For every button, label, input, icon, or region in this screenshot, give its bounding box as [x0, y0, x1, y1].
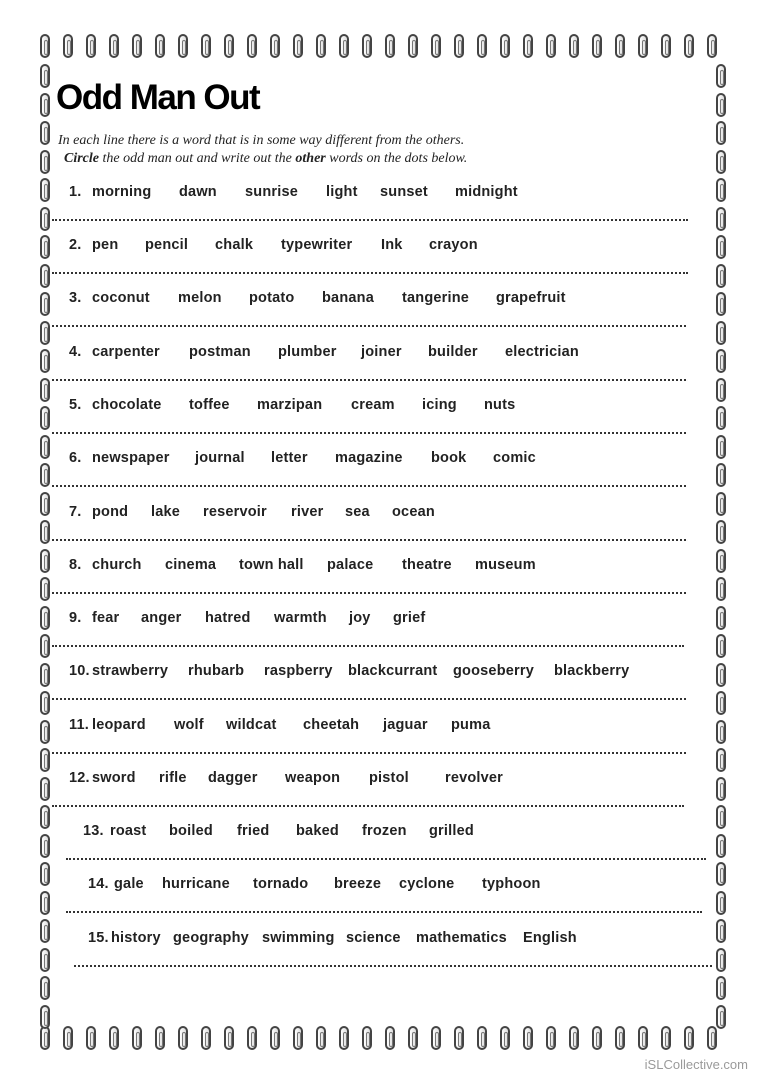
- paperclip-icon: [716, 862, 726, 886]
- paperclip-icon: [523, 34, 533, 58]
- paperclip-icon: [316, 34, 326, 58]
- answer-word[interactable]: joiner: [361, 344, 402, 360]
- paperclip-icon: [293, 34, 303, 58]
- instructions-line-1: [58, 133, 464, 149]
- paperclip-icon: [40, 634, 50, 658]
- paperclip-icon: [477, 34, 487, 58]
- answer-word[interactable]: sunset: [380, 184, 428, 200]
- answer-word[interactable]: frozen: [362, 823, 407, 839]
- question-number: 9.: [69, 610, 82, 626]
- answer-word[interactable]: letter: [271, 450, 308, 466]
- answer-word[interactable]: blackberry: [554, 663, 630, 679]
- answer-word[interactable]: leopard: [92, 717, 146, 733]
- answer-word[interactable]: boiled: [169, 823, 213, 839]
- paperclip-icon: [684, 1026, 694, 1050]
- paperclip-icon: [40, 292, 50, 316]
- answer-dotted-line[interactable]: [52, 752, 686, 754]
- paperclip-icon: [638, 34, 648, 58]
- answer-word[interactable]: pencil: [145, 237, 189, 253]
- answer-word[interactable]: book: [431, 450, 467, 466]
- answer-dotted-line[interactable]: [52, 645, 684, 647]
- paperclip-icon: [40, 748, 50, 772]
- answer-word[interactable]: Ink: [381, 237, 403, 253]
- paperclip-icon: [477, 1026, 487, 1050]
- paperclip-icon: [40, 264, 50, 288]
- answer-word[interactable]: puma: [451, 717, 491, 733]
- paperclip-icon: [40, 435, 50, 459]
- answer-word[interactable]: palace: [327, 557, 374, 573]
- answer-dotted-line[interactable]: [52, 325, 686, 327]
- answer-word[interactable]: pen: [92, 237, 119, 253]
- instructions-line-2: [64, 151, 467, 167]
- answer-dotted-line[interactable]: [74, 965, 712, 967]
- paperclip-icon: [132, 1026, 142, 1050]
- instructions-circle-word: Circle: [64, 151, 99, 166]
- question-number: 4.: [69, 344, 82, 360]
- answer-word[interactable]: lake: [151, 504, 181, 520]
- paperclip-icon: [716, 292, 726, 316]
- question-number: 10.: [69, 663, 90, 679]
- paperclip-icon: [716, 93, 726, 117]
- answer-word[interactable]: hurricane: [162, 876, 230, 892]
- answer-word[interactable]: blackcurrant: [348, 663, 438, 679]
- paperclip-icon: [109, 34, 119, 58]
- answer-word[interactable]: joy: [349, 610, 371, 626]
- paperclip-icon: [40, 93, 50, 117]
- question-number: 8.: [69, 557, 82, 573]
- paperclip-icon: [707, 34, 717, 58]
- paperclip-icon: [500, 1026, 510, 1050]
- paperclip-icon: [224, 34, 234, 58]
- paperclip-icon: [40, 663, 50, 687]
- paperclip-icon: [178, 1026, 188, 1050]
- answer-dotted-line[interactable]: [52, 539, 686, 541]
- paperclip-icon: [716, 321, 726, 345]
- paperclip-icon: [716, 264, 726, 288]
- answer-word[interactable]: pond: [92, 504, 129, 520]
- answer-word[interactable]: light: [326, 184, 358, 200]
- paperclip-icon: [716, 349, 726, 373]
- paperclip-icon: [40, 1026, 50, 1050]
- page-title: Odd Man Out: [56, 78, 260, 117]
- paperclip-icon: [40, 549, 50, 573]
- paperclip-icon: [716, 378, 726, 402]
- paperclip-icon: [132, 34, 142, 58]
- paperclip-icon: [716, 463, 726, 487]
- answer-dotted-line[interactable]: [52, 272, 688, 274]
- answer-word[interactable]: postman: [189, 344, 251, 360]
- paperclip-icon: [40, 463, 50, 487]
- answer-word[interactable]: roast: [110, 823, 147, 839]
- paperclip-icon: [716, 178, 726, 202]
- paperclip-icon: [716, 691, 726, 715]
- paperclip-icon: [247, 1026, 257, 1050]
- question-number: 3.: [69, 290, 82, 306]
- paperclip-icon: [615, 34, 625, 58]
- paperclip-icon: [201, 34, 211, 58]
- paperclip-icon: [684, 34, 694, 58]
- answer-dotted-line[interactable]: [52, 698, 686, 700]
- paperclip-icon: [362, 1026, 372, 1050]
- paperclip-icon: [615, 1026, 625, 1050]
- question-number: 15.: [88, 930, 109, 946]
- answer-word[interactable]: grapefruit: [496, 290, 566, 306]
- answer-word[interactable]: river: [291, 504, 324, 520]
- paperclip-icon: [716, 150, 726, 174]
- answer-word[interactable]: nuts: [484, 397, 516, 413]
- answer-word[interactable]: jaguar: [383, 717, 428, 733]
- paperclip-icon: [40, 34, 50, 58]
- paperclip-icon: [716, 748, 726, 772]
- paperclip-icon: [270, 34, 280, 58]
- paperclip-icon: [40, 805, 50, 829]
- paperclip-icon: [40, 720, 50, 744]
- paperclip-icon: [716, 948, 726, 972]
- instructions-text: In each line there is a word that is in some way different from the others.: [58, 133, 465, 148]
- paperclip-icon: [109, 1026, 119, 1050]
- paperclip-icon: [247, 34, 257, 58]
- question-number: 6.: [69, 450, 82, 466]
- paperclip-icon: [63, 1026, 73, 1050]
- paperclip-icon: [86, 34, 96, 58]
- answer-word[interactable]: plumber: [278, 344, 337, 360]
- paperclip-icon: [716, 207, 726, 231]
- answer-word[interactable]: strawberry: [92, 663, 169, 679]
- paperclip-icon: [716, 549, 726, 573]
- answer-word[interactable]: weapon: [285, 770, 341, 786]
- paperclip-icon: [716, 492, 726, 516]
- paperclip-icon: [707, 1026, 717, 1050]
- paperclip-icon: [716, 435, 726, 459]
- answer-dotted-line[interactable]: [52, 379, 686, 381]
- paperclip-icon: [201, 1026, 211, 1050]
- paperclip-icon: [155, 1026, 165, 1050]
- paperclip-icon: [270, 1026, 280, 1050]
- answer-dotted-line[interactable]: [52, 805, 684, 807]
- answer-word[interactable]: magazine: [335, 450, 403, 466]
- paperclip-icon: [592, 34, 602, 58]
- paperclip-icon: [40, 321, 50, 345]
- paperclip-icon: [40, 207, 50, 231]
- answer-word[interactable]: rhubarb: [188, 663, 245, 679]
- answer-word[interactable]: gale: [114, 876, 144, 892]
- paperclip-icon: [385, 34, 395, 58]
- answer-word[interactable]: electrician: [505, 344, 579, 360]
- answer-word[interactable]: dawn: [179, 184, 217, 200]
- paperclip-icon: [523, 1026, 533, 1050]
- answer-word[interactable]: cream: [351, 397, 395, 413]
- answer-word[interactable]: museum: [475, 557, 536, 573]
- answer-dotted-line[interactable]: [52, 219, 688, 221]
- answer-word[interactable]: sword: [92, 770, 136, 786]
- paperclip-icon: [40, 121, 50, 145]
- paperclip-icon: [40, 577, 50, 601]
- paperclip-icon: [40, 606, 50, 630]
- answer-word[interactable]: cheetah: [303, 717, 360, 733]
- paperclip-icon: [716, 406, 726, 430]
- question-number: 2.: [69, 237, 82, 253]
- answer-word[interactable]: English: [523, 930, 577, 946]
- answer-word[interactable]: grief: [393, 610, 426, 626]
- watermark: iSLCollective.com: [644, 1057, 748, 1072]
- paperclip-icon: [716, 720, 726, 744]
- paperclip-icon: [40, 891, 50, 915]
- paperclip-icon: [716, 577, 726, 601]
- paperclip-icon: [86, 1026, 96, 1050]
- paperclip-icon: [339, 1026, 349, 1050]
- paperclip-icon: [362, 34, 372, 58]
- paperclip-icon: [293, 1026, 303, 1050]
- paperclip-icon: [40, 948, 50, 972]
- answer-word[interactable]: chocolate: [92, 397, 162, 413]
- paperclip-icon: [63, 34, 73, 58]
- answer-word[interactable]: crayon: [429, 237, 478, 253]
- answer-word[interactable]: potato: [249, 290, 295, 306]
- paperclip-icon: [40, 777, 50, 801]
- answer-word[interactable]: wildcat: [226, 717, 277, 733]
- paperclip-icon: [40, 919, 50, 943]
- question-number: 14.: [88, 876, 109, 892]
- answer-dotted-line[interactable]: [52, 592, 686, 594]
- answer-word[interactable]: breeze: [334, 876, 382, 892]
- question-number: 11.: [69, 717, 89, 733]
- paperclip-icon: [716, 663, 726, 687]
- paperclip-icon: [40, 150, 50, 174]
- answer-word[interactable]: reservoir: [203, 504, 267, 520]
- paperclip-icon: [40, 64, 50, 88]
- answer-word[interactable]: theatre: [402, 557, 452, 573]
- answer-word[interactable]: banana: [322, 290, 374, 306]
- answer-word[interactable]: fried: [237, 823, 270, 839]
- paperclip-icon: [40, 834, 50, 858]
- paperclip-icon: [40, 235, 50, 259]
- answer-dotted-line[interactable]: [66, 911, 702, 913]
- answer-word[interactable]: morning: [92, 184, 152, 200]
- answer-word[interactable]: midnight: [455, 184, 518, 200]
- answer-word[interactable]: hatred: [205, 610, 251, 626]
- paperclip-icon: [40, 976, 50, 1000]
- answer-word[interactable]: toffee: [189, 397, 230, 413]
- paperclip-icon: [661, 34, 671, 58]
- paperclip-icon: [40, 862, 50, 886]
- answer-word[interactable]: gooseberry: [453, 663, 534, 679]
- answer-word[interactable]: science: [346, 930, 401, 946]
- paperclip-icon: [155, 34, 165, 58]
- answer-word[interactable]: church: [92, 557, 142, 573]
- paperclip-icon: [716, 121, 726, 145]
- question-number: 1.: [69, 184, 82, 200]
- paperclip-icon: [40, 406, 50, 430]
- paperclip-icon: [592, 1026, 602, 1050]
- paperclip-icon: [40, 178, 50, 202]
- paperclip-icon: [716, 606, 726, 630]
- instructions-other-word: other: [295, 151, 326, 166]
- answer-dotted-line[interactable]: [66, 858, 706, 860]
- paperclip-icon: [638, 1026, 648, 1050]
- answer-word[interactable]: pistol: [369, 770, 409, 786]
- paperclip-icon: [716, 834, 726, 858]
- question-number: 5.: [69, 397, 82, 413]
- paperclip-icon: [569, 34, 579, 58]
- answer-word[interactable]: tornado: [253, 876, 309, 892]
- answer-word[interactable]: typhoon: [482, 876, 541, 892]
- answer-word[interactable]: journal: [195, 450, 245, 466]
- paperclip-icon: [40, 492, 50, 516]
- answer-word[interactable]: newspaper: [92, 450, 170, 466]
- paperclip-icon: [454, 1026, 464, 1050]
- paperclip-icon: [224, 1026, 234, 1050]
- answer-word[interactable]: cyclone: [399, 876, 455, 892]
- answer-word[interactable]: mathematics: [416, 930, 507, 946]
- instructions-mid-text: the odd man out and write out the: [99, 151, 296, 166]
- paperclip-icon: [408, 34, 418, 58]
- answer-word[interactable]: icing: [422, 397, 457, 413]
- paperclip-icon: [661, 1026, 671, 1050]
- paperclip-icon: [408, 1026, 418, 1050]
- answer-word[interactable]: tangerine: [402, 290, 470, 306]
- answer-word[interactable]: typewriter: [281, 237, 353, 253]
- answer-word[interactable]: marzipan: [257, 397, 323, 413]
- paperclip-icon: [716, 891, 726, 915]
- answer-word[interactable]: comic: [493, 450, 536, 466]
- paperclip-icon: [178, 34, 188, 58]
- answer-word[interactable]: grilled: [429, 823, 474, 839]
- answer-dotted-line[interactable]: [52, 432, 686, 434]
- answer-word[interactable]: town hall: [239, 557, 304, 573]
- paperclip-icon: [454, 34, 464, 58]
- paperclip-icon: [500, 34, 510, 58]
- answer-word[interactable]: chalk: [215, 237, 254, 253]
- paperclip-icon: [716, 805, 726, 829]
- instructions-end-text: words on the dots below.: [325, 151, 468, 166]
- paperclip-icon: [385, 1026, 395, 1050]
- answer-word[interactable]: anger: [141, 610, 182, 626]
- answer-word[interactable]: sea: [345, 504, 370, 520]
- answer-word[interactable]: rifle: [159, 770, 187, 786]
- answer-word[interactable]: warmth: [274, 610, 327, 626]
- paperclip-icon: [716, 1005, 726, 1029]
- answer-word[interactable]: builder: [428, 344, 478, 360]
- paperclip-icon: [40, 691, 50, 715]
- paperclip-icon: [716, 520, 726, 544]
- paperclip-icon: [716, 235, 726, 259]
- answer-word[interactable]: swimming: [262, 930, 335, 946]
- question-number: 12.: [69, 770, 90, 786]
- answer-word[interactable]: raspberry: [264, 663, 333, 679]
- answer-word[interactable]: melon: [178, 290, 222, 306]
- paperclip-icon: [40, 1005, 50, 1029]
- paperclip-icon: [40, 378, 50, 402]
- paperclip-icon: [546, 1026, 556, 1050]
- question-number: 7.: [69, 504, 82, 520]
- answer-word[interactable]: cinema: [165, 557, 217, 573]
- paperclip-icon: [716, 64, 726, 88]
- answer-dotted-line[interactable]: [52, 485, 686, 487]
- answer-word[interactable]: revolver: [445, 770, 504, 786]
- paperclip-icon: [431, 34, 441, 58]
- answer-word[interactable]: carpenter: [92, 344, 160, 360]
- answer-word[interactable]: coconut: [92, 290, 150, 306]
- paperclip-icon: [316, 1026, 326, 1050]
- answer-word[interactable]: sunrise: [245, 184, 298, 200]
- paperclip-icon: [40, 520, 50, 544]
- paperclip-icon: [431, 1026, 441, 1050]
- answer-word[interactable]: baked: [296, 823, 339, 839]
- paperclip-icon: [716, 634, 726, 658]
- paperclip-icon: [546, 34, 556, 58]
- answer-word[interactable]: dagger: [208, 770, 258, 786]
- paperclip-icon: [716, 777, 726, 801]
- paperclip-icon: [339, 34, 349, 58]
- paperclip-icon: [716, 919, 726, 943]
- answer-word[interactable]: fear: [92, 610, 120, 626]
- paperclip-icon: [716, 976, 726, 1000]
- answer-word[interactable]: wolf: [174, 717, 204, 733]
- question-number: 13.: [83, 823, 104, 839]
- answer-word[interactable]: history: [111, 930, 161, 946]
- answer-word[interactable]: geography: [173, 930, 249, 946]
- paperclip-icon: [569, 1026, 579, 1050]
- answer-word[interactable]: ocean: [392, 504, 435, 520]
- paperclip-icon: [40, 349, 50, 373]
